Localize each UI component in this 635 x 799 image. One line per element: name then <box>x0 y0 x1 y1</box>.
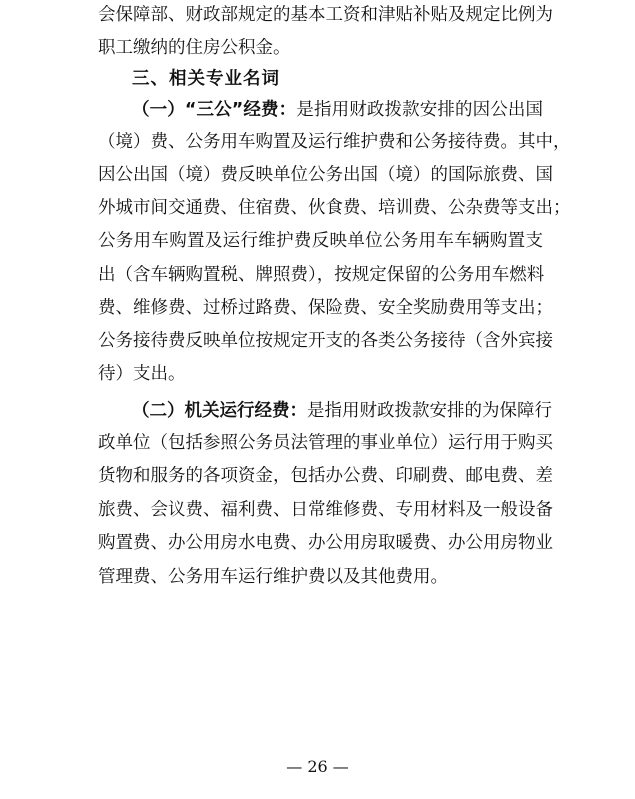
p1-first-rest: 是指用财政拨款安排的因公出国 <box>296 100 543 120</box>
p2-line-2: 政单位（包括参照公务员法管理的事业单位）运行用于购买 <box>98 433 553 453</box>
p1-line-2: （境）费、公务用车购置及运行维护费和公务接待费。其中， <box>98 132 571 152</box>
p2-line-3: 货物和服务的各项资金，包括办公费、印刷费、邮电费、差 <box>98 466 553 486</box>
section-heading: 三、相关专业名词 <box>132 69 280 89</box>
p1-line-8: 公务接待费反映单位按规定开支的各类公务接待（含外宾接 <box>98 331 553 351</box>
p2-line-5: 购置费、办公用房水电费、办公用房取暖费、办公用房物业 <box>98 533 553 553</box>
page-number: — 26 — <box>286 757 349 776</box>
p1-line-7: 费、维修费、过桥过路费、保险费、安全奖励费用等支出； <box>98 298 553 318</box>
intro-line-1: 会保障部、财政部规定的基本工资和津贴补贴及规定比例为 <box>98 5 553 25</box>
p1-term: （一）“三公”经费： <box>132 100 297 120</box>
p1-line-1 <box>132 99 543 121</box>
p1-line-3: 因公出国（境）费反映单位公务出国（境）的国际旅费、国 <box>98 165 553 185</box>
p1-line-6: 出（含车辆购置税、牌照费），按规定保留的公务用车燃料 <box>98 265 545 285</box>
p2-term: （二）机关运行经费： <box>132 401 307 421</box>
p1-line-5: 公务用车购置及运行维护费反映单位公务用车车辆购置支 <box>98 231 543 251</box>
p2-first-rest: 是指用财政拨款安排的为保障行 <box>307 401 552 421</box>
p2-line-1 <box>132 400 552 422</box>
p2-line-4: 旅费、会议费、福利费、日常维修费、专用材料及一般设备 <box>98 500 553 520</box>
p2-line-6: 管理费、公务用车运行维护费以及其他费用。 <box>98 567 448 587</box>
intro-line-2: 职工缴纳的住房公积金。 <box>98 38 291 58</box>
p1-line-4: 外城市间交通费、住宿费、伙食费、培训费、公杂费等支出； <box>98 198 571 218</box>
p1-line-9: 待）支出。 <box>98 364 186 384</box>
